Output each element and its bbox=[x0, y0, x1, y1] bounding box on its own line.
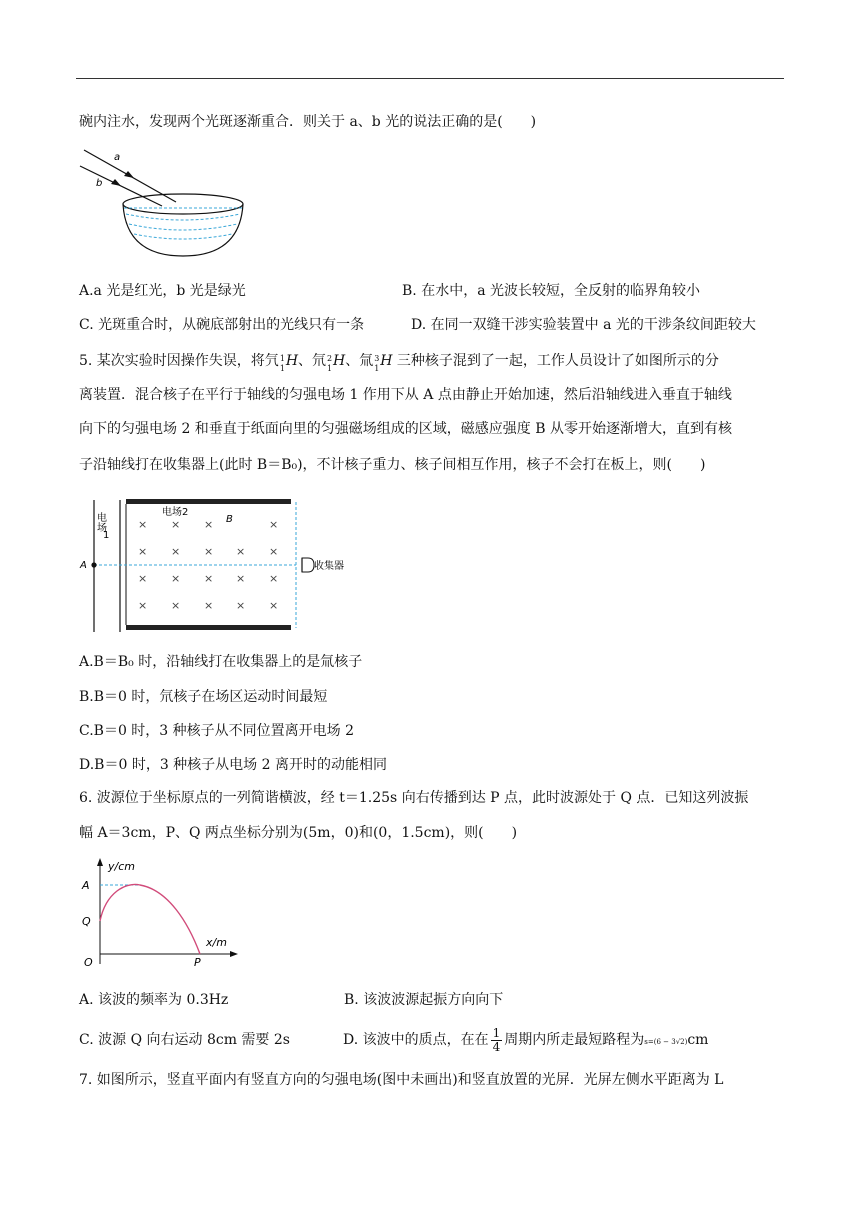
svg-text:×: × bbox=[269, 572, 279, 585]
q6-line2: 幅 A＝3cm，P、Q 两点坐标分别为(5m，0)和(0，1.5cm)，则( ) bbox=[79, 825, 518, 841]
svg-text:×: × bbox=[236, 599, 246, 612]
svg-text:×: × bbox=[138, 518, 148, 531]
q5-option-c: C.B＝0 时，3 种核子从不同位置离开电场 2 bbox=[79, 723, 355, 739]
amp-label: A bbox=[82, 879, 90, 892]
svg-text:×: × bbox=[171, 572, 181, 585]
svg-text:×: × bbox=[269, 545, 279, 558]
svg-text:×: × bbox=[269, 599, 279, 612]
ray-b-label: b bbox=[96, 178, 103, 189]
q6-option-a: A. 该波的频率为 0.3Hz bbox=[79, 992, 229, 1008]
shortest-path-formula: s=(6 − 3√2) bbox=[644, 1038, 688, 1046]
q4-option-d: D. 在同一双缝干涉实验装置中 a 光的干涉条纹间距较大 bbox=[411, 317, 756, 333]
q5-line3: 向下的匀强电场 2 和垂直于纸面向里的匀强磁场组成的区域，磁感应强度 B 从零开始逐渐增大，直到有核 bbox=[79, 421, 732, 437]
field1-num: 1 bbox=[103, 530, 110, 541]
svg-text:×: × bbox=[171, 545, 181, 558]
header-rule bbox=[76, 78, 784, 79]
q4-option-c: C. 光斑重合时，从碗底部射出的光线只有一条 bbox=[79, 317, 365, 333]
q5-option-a: A.B＝B₀ 时，沿轴线打在收集器上的是氚核子 bbox=[79, 654, 363, 670]
field1-label: 电场 bbox=[94, 512, 106, 532]
x-axis-label: x/m bbox=[206, 936, 227, 949]
q6-option-b: B. 该波波源起振方向向下 bbox=[344, 992, 504, 1008]
svg-text:×: × bbox=[204, 572, 214, 585]
quarter-fraction: $\frac{1}{4}$ bbox=[492, 1025, 501, 1054]
ray-a-label: a bbox=[114, 152, 121, 163]
svg-text:×: × bbox=[204, 545, 214, 558]
point-a-label: A bbox=[80, 560, 87, 571]
separator-figure bbox=[76, 494, 366, 636]
svg-text:×: × bbox=[171, 518, 181, 531]
svg-text:×: × bbox=[269, 518, 279, 531]
field2-label: 电场2 bbox=[162, 507, 189, 518]
q6-option-d: D. 该波中的质点，在在 $\frac{1}{4}$ 周期内所走最短路程为s=(6 − 3√2)cm bbox=[343, 1025, 709, 1054]
wave-figure bbox=[76, 852, 246, 972]
q5-line1: 5. 某次实验时因操作失误，将氕 1 1 H、氘 2 1 H、氚 3 1 H 三种核子混到了一起，工作人员设计了如图所示的分 bbox=[79, 353, 719, 373]
q4-option-b: B. 在水中，a 光波长较短，全反射的临界角较小 bbox=[402, 283, 700, 299]
b-label: B bbox=[226, 514, 233, 525]
collector-label: 收集器 bbox=[314, 561, 344, 572]
bowl-figure bbox=[76, 146, 276, 261]
p-label: P bbox=[194, 956, 201, 969]
q4-option-a: A.a 光是红光，b 光是绿光 bbox=[79, 283, 246, 299]
q5-option-d: D.B＝0 时，3 种核子从电场 2 离开时的动能相同 bbox=[79, 757, 387, 773]
svg-text:×: × bbox=[171, 599, 181, 612]
q-label: Q bbox=[82, 915, 91, 928]
q6-option-c: C. 波源 Q 向右运动 8cm 需要 2s bbox=[79, 1032, 290, 1048]
q4-stem: 碗内注水，发现两个光斑逐渐重合．则关于 a、b 光的说法正确的是( ) bbox=[79, 114, 537, 130]
svg-text:×: × bbox=[204, 599, 214, 612]
svg-text:×: × bbox=[236, 572, 246, 585]
q5-line4: 子沿轴线打在收集器上(此时 B＝B₀)，不计核子重力、核子间相互作用，核子不会打在板上，则( ) bbox=[79, 457, 706, 473]
q7-line1: 7. 如图所示，竖直平面内有竖直方向的匀强电场(图中未画出)和竖直放置的光屏．光屏左侧水平距离为 L bbox=[79, 1072, 724, 1088]
svg-text:×: × bbox=[138, 599, 148, 612]
origin-label: O bbox=[84, 956, 93, 969]
svg-text:×: × bbox=[236, 545, 246, 558]
q6-line1: 6. 波源位于坐标原点的一列简谐横波，经 t＝1.25s 向右传播到达 P 点，此时波源处于 Q 点．已知这列波振 bbox=[79, 790, 749, 806]
svg-text:×: × bbox=[204, 518, 214, 531]
q5-line2: 离装置．混合核子在平行于轴线的匀强电场 1 作用下从 A 点由静止开始加速，然后沿轴线进入垂直于轴线 bbox=[79, 387, 732, 403]
q5-option-b: B.B＝0 时，氘核子在场区运动时间最短 bbox=[79, 689, 328, 705]
svg-text:×: × bbox=[138, 572, 148, 585]
svg-text:×: × bbox=[138, 545, 148, 558]
y-axis-label: y/cm bbox=[108, 860, 135, 873]
